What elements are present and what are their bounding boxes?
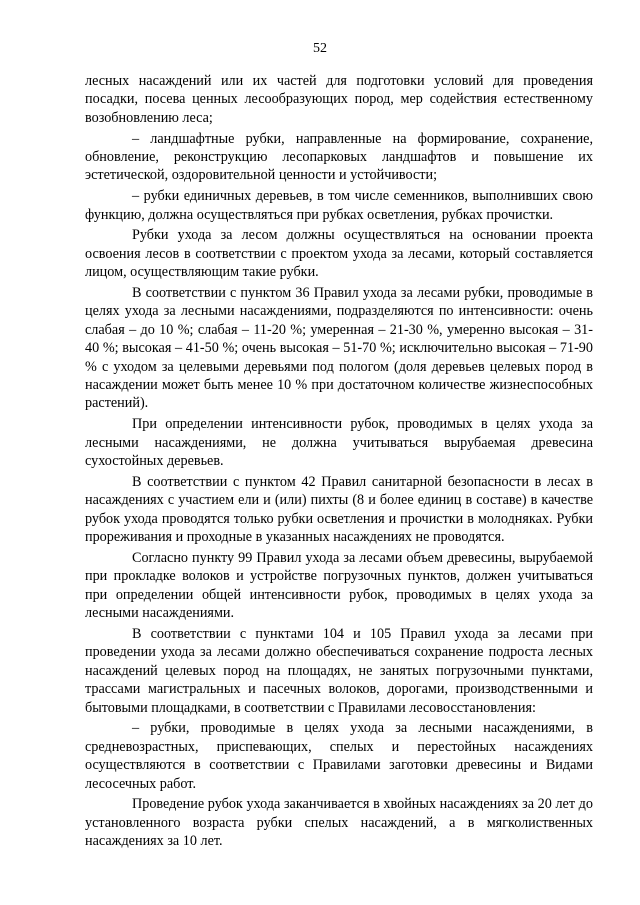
paragraph: – рубки единичных деревьев, в том числе семенников, выполнивших свою функцию, должна осуществляться при рубках осветления, рубках прочистки. [85,188,593,223]
paragraph: – ландшафтные рубки, направленные на формирование, сохранение, обновление, реконструкцию лесопарковых ландшафтов и повышение их эстетической, оздоровительной ценности и устойчивости; [85,130,593,184]
document-body [85,72,593,853]
paragraph: – рубки, проводимые в целях ухода за лесными насаждениями, в средневозрастных, приспевающих, спелых и перестойных насаждениях осуществляются в соответствии с Правилами заготовки древесины и Видами лесосечных работ. [85,720,593,792]
paragraph: При определении интенсивности рубок, проводимых в целях ухода за лесными насаждениями, не должна учитываться вырубаемая древесина сухостойных деревьев. [85,416,593,470]
paragraph: В соответствии с пунктом 42 Правил санитарной безопасности в лесах в насаждениях с участием ели и (или) пихты (8 и более единиц в составе) в качестве рубок ухода проводятся только рубки осветления и прочистки в молодняках. Рубки прореживания и проходные в указанных насаждениях не проводятся. [85,473,593,546]
page-number: 52 [313,41,327,56]
paragraph: В соответствии с пунктами 104 и 105 Правил ухода за лесами при проведении ухода за лесами должно обеспечиваться сохранение подроста лесных насаждений целевых пород на площадях, не занятых погрузочными пунктами, трассами магистральных и пасечных волоков, дорогами, производственными и бытовыми площадками, в соответствии с Правилами лесовосстановления: [85,625,593,716]
paragraph: лесных насаждений или их частей для подготовки условий для проведения посадки, посева ценных лесообразующих пород, мер содействия естественному возобновлению леса; [85,73,593,126]
paragraph: Проведение рубок ухода заканчивается в хвойных насаждениях за 20 лет до установленного возраста рубки спелых насаждений, а в мягколиственных насаждениях за 10 лет. [85,796,593,850]
paragraph: В соответствии с пунктом 36 Правил ухода за лесами рубки, проводимые в целях ухода за лесными насаждениями, подразделяются по интенсивности: очень слабая – до 10 %; слабая – 11-20 %; умеренная – 21-30 %, умеренно высокая – 31-40 %; высокая – 41-50 %; очень высокая – 51-70 %; исключительно высокая – 71-90 % с уходом за целевыми деревьями под пологом (доля деревьев целевых пород в насаждении может быть менее 10 % при достаточном количестве жизнеспособных растений). [85,285,593,412]
paragraph: Согласно пункту 99 Правил ухода за лесами объем древесины, вырубаемой при прокладке волоков и устройстве погрузочных пунктов, должен учитываться при определении общей интенсивности рубок, проводимых в целях ухода за лесными насаждениями. [85,549,593,622]
paragraph: Рубки ухода за лесом должны осуществляться на основании проекта освоения лесов в соответствии с проектом ухода за лесами, который составляется лицом, осуществляющим такие рубки. [85,227,593,281]
